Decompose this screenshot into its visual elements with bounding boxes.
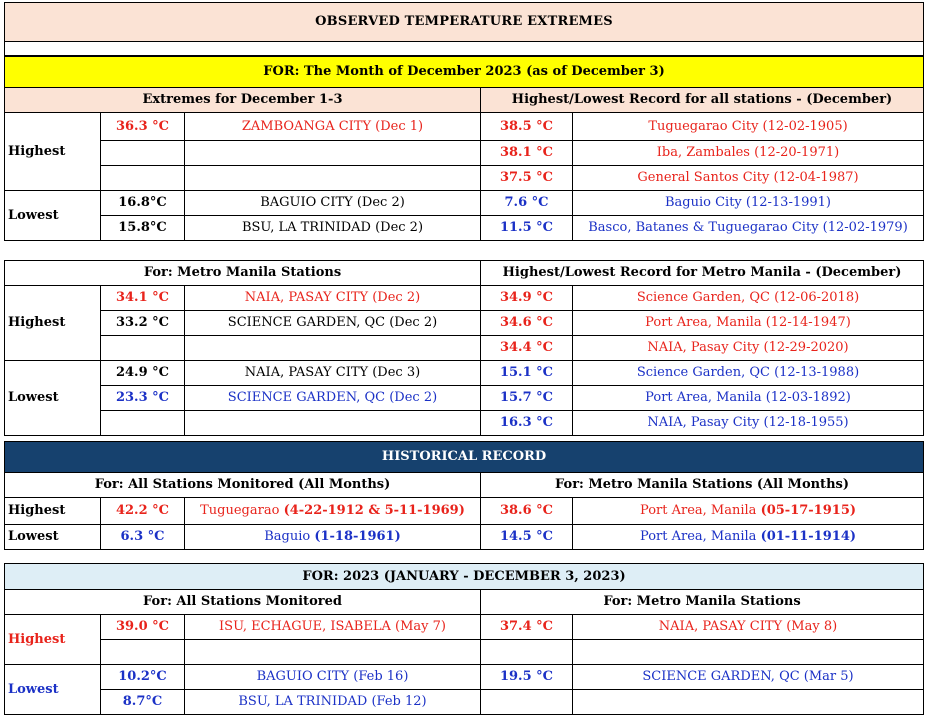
- temp-value: 23.3 °C: [101, 386, 185, 411]
- record-value: 34.4 °C: [481, 336, 573, 361]
- title-table: [4, 2, 924, 56]
- station-name: BSU, LA TRINIDAD (Dec 2): [185, 216, 481, 241]
- month-band: FOR: The Month of December 2023 (as of December 3): [5, 57, 924, 88]
- empty-cell: [573, 640, 924, 665]
- empty-cell: [101, 640, 185, 665]
- metro-manila-december-table: [4, 260, 924, 436]
- metro-stations-header: For: Metro Manila Stations: [5, 261, 481, 286]
- hist-all-stations-header: For: All Stations Monitored (All Months): [5, 473, 481, 498]
- temp-value: 8.7°C: [101, 690, 185, 715]
- historical-record-table: [4, 441, 924, 550]
- station-name: [185, 498, 481, 525]
- december-extremes-table: [4, 56, 924, 241]
- station-name: BAGUIO CITY (Dec 2): [185, 191, 481, 216]
- record-value: 16.3 °C: [481, 411, 573, 436]
- station-name: SCIENCE GARDEN, QC (Dec 2): [185, 386, 481, 411]
- record-value: 34.6 °C: [481, 311, 573, 336]
- temp-value: 33.2 °C: [101, 311, 185, 336]
- row-label-lowest: Lowest: [5, 191, 101, 241]
- dec-extremes-header: Extremes for December 1-3: [5, 88, 481, 113]
- record-value: 37.4 °C: [481, 615, 573, 640]
- record-station: SCIENCE GARDEN, QC (Mar 5): [573, 665, 924, 690]
- record-date: (01-11-1914): [760, 529, 857, 544]
- temp-value: [101, 411, 185, 436]
- record-station: Port Area, Manila (12-14-1947): [573, 311, 924, 336]
- station-name: BAGUIO CITY (Feb 16): [185, 665, 481, 690]
- temp-value: 24.9 °C: [101, 361, 185, 386]
- record-value: 15.7 °C: [481, 386, 573, 411]
- record-date: (4-22-1912 & 5-11-1969): [283, 503, 465, 518]
- temp-value: 34.1 °C: [101, 286, 185, 311]
- station-name: [185, 141, 481, 166]
- row-label-highest: Highest: [5, 498, 101, 525]
- station-name: SCIENCE GARDEN, QC (Dec 2): [185, 311, 481, 336]
- row-label-highest: Highest: [5, 113, 101, 191]
- row-label-lowest: Lowest: [5, 361, 101, 436]
- temp-value: 16.8°C: [101, 191, 185, 216]
- record-station: [573, 525, 924, 550]
- record-value: 15.1 °C: [481, 361, 573, 386]
- year-2023-table: [4, 563, 924, 715]
- record-station: Basco, Batanes & Tuguegarao City (12-02-1979): [573, 216, 924, 241]
- record-value: 38.1 °C: [481, 141, 573, 166]
- record-station: NAIA, Pasay City (12-29-2020): [573, 336, 924, 361]
- row-label-highest: Highest: [5, 615, 101, 665]
- record-value: 11.5 °C: [481, 216, 573, 241]
- historical-band: HISTORICAL RECORD: [5, 442, 924, 473]
- record-date: (1-18-1961): [314, 529, 401, 544]
- record-value: 34.9 °C: [481, 286, 573, 311]
- temp-value: [101, 141, 185, 166]
- row-label-highest: Highest: [5, 286, 101, 361]
- year-all-stations-header: For: All Stations Monitored: [5, 590, 481, 615]
- station-place: Port Area, Manila: [640, 529, 761, 544]
- record-station: Baguio City (12-13-1991): [573, 191, 924, 216]
- temp-value: 10.2°C: [101, 665, 185, 690]
- record-station: Science Garden, QC (12-13-1988): [573, 361, 924, 386]
- station-name: [185, 166, 481, 191]
- record-station: Tuguegarao City (12-02-1905): [573, 113, 924, 141]
- record-value: 37.5 °C: [481, 166, 573, 191]
- station-name: ZAMBOANGA CITY (Dec 1): [185, 113, 481, 141]
- year-band: FOR: 2023 (JANUARY - DECEMBER 3, 2023): [5, 564, 924, 590]
- empty-cell: [185, 640, 481, 665]
- record-station: [573, 498, 924, 525]
- record-station: Science Garden, QC (12-06-2018): [573, 286, 924, 311]
- record-value: 38.5 °C: [481, 113, 573, 141]
- hist-metro-header: For: Metro Manila Stations (All Months): [481, 473, 924, 498]
- record-station: Iba, Zambales (12-20-1971): [573, 141, 924, 166]
- record-value: 7.6 °C: [481, 191, 573, 216]
- record-value: 38.6 °C: [481, 498, 573, 525]
- record-station: NAIA, Pasay City (12-18-1955): [573, 411, 924, 436]
- temp-value: 39.0 °C: [101, 615, 185, 640]
- record-value: 14.5 °C: [481, 525, 573, 550]
- record-station: NAIA, PASAY CITY (May 8): [573, 615, 924, 640]
- station-place: Baguio: [264, 529, 315, 544]
- metro-record-header: Highest/Lowest Record for Metro Manila - (December): [481, 261, 924, 286]
- record-station: [573, 690, 924, 715]
- row-label-lowest: Lowest: [5, 525, 101, 550]
- temp-value: 36.3 °C: [101, 113, 185, 141]
- year-metro-header: For: Metro Manila Stations: [481, 590, 924, 615]
- temp-value: [101, 336, 185, 361]
- station-place: Tuguegarao: [200, 503, 284, 518]
- temp-value: [101, 166, 185, 191]
- dec-record-header: Highest/Lowest Record for all stations - (December): [481, 88, 924, 113]
- record-station: Port Area, Manila (12-03-1892): [573, 386, 924, 411]
- station-name: NAIA, PASAY CITY (Dec 2): [185, 286, 481, 311]
- station-name: [185, 411, 481, 436]
- station-name: ISU, ECHAGUE, ISABELA (May 7): [185, 615, 481, 640]
- empty-cell: [481, 640, 573, 665]
- page-title: OBSERVED TEMPERATURE EXTREMES: [5, 3, 924, 42]
- temp-value: 15.8°C: [101, 216, 185, 241]
- station-name: [185, 336, 481, 361]
- record-value: [481, 690, 573, 715]
- record-value: 19.5 °C: [481, 665, 573, 690]
- spacer-row: [5, 42, 924, 56]
- temp-value: 42.2 °C: [101, 498, 185, 525]
- record-date: (05-17-1915): [760, 503, 857, 518]
- station-name: NAIA, PASAY CITY (Dec 3): [185, 361, 481, 386]
- station-place: Port Area, Manila: [640, 503, 761, 518]
- station-name: BSU, LA TRINIDAD (Feb 12): [185, 690, 481, 715]
- row-label-lowest: Lowest: [5, 665, 101, 715]
- record-station: General Santos City (12-04-1987): [573, 166, 924, 191]
- temp-value: 6.3 °C: [101, 525, 185, 550]
- station-name: [185, 525, 481, 550]
